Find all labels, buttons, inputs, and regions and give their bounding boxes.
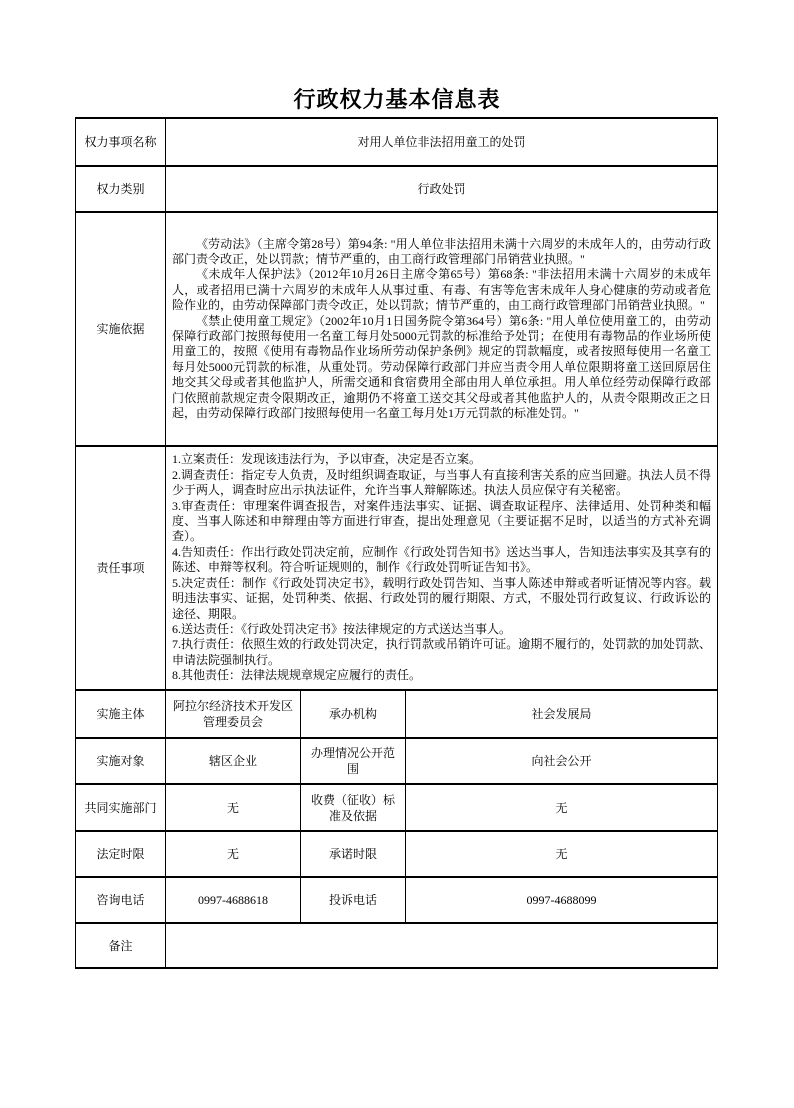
row-category (76, 166, 718, 212)
label-statutory-time-limit: 法定时限 (76, 831, 166, 877)
label-complaint-phone: 投诉电话 (301, 877, 406, 923)
basis-paragraph: 《禁止使用童工规定》（2002年10月1日国务院令第364号）第6条: "用人单位使用童工的，由劳动保障行政部门按照每使用一名童工每月处5000元罚款的标准给予处罚；在使用有毒物品的作业场所使用童工的，按照《使用有毒物品作业场所劳动保护条例》规定的罚款幅度，或者按照每使用一名童工每月处5000元罚款的标准，从重处罚。劳动保障行政部门并应当责令用人单位限期将童工送回原居住地交其父母或者其他监护人，所需交通和食宿费用全部由用人单位承担。用人单位经劳动保障行政部门依照前款规定责令限期改正，逾期仍不将童工送交其父母或者其他监护人的，从责令限期改正之日起，由劳动保障行政部门按照每使用一名童工每月处1万元罚款的标准处罚。" (172, 313, 712, 421)
label-remark: 备注 (76, 923, 166, 968)
duty-item: 7.执行责任：依照生效的行政处罚决定，执行罚款或吊销许可证。逾期不履行的，处罚款的加处罚款、申请法院强制执行。 (172, 637, 712, 667)
value-promised-time-limit: 无 (406, 831, 718, 877)
basis-paragraph: 《劳动法》（主席令第28号）第94条: "用人单位非法招用未满十六周岁的未成年人的，由劳动行政部门责令改正，处以罚款；情节严重的，由工商行政管理部门吊销营业执照。" (172, 236, 712, 266)
label-item-name: 权力事项名称 (76, 118, 166, 166)
value-category: 行政处罚 (166, 166, 718, 212)
duty-item: 5.决定责任：制作《行政处罚决定书》，载明行政处罚告知、当事人陈述申辩或者听证情况等内容。载明违法事实、证据，处罚种类、依据、行政处罚的履行期限、方式，不服处罚行政复议、行政诉讼的途径、期限。 (172, 575, 712, 621)
duty-item: 4.告知责任：作出行政处罚决定前，应制作《行政处罚告知书》送达当事人，告知违法事实及其享有的陈述、申辩等权利。符合听证规则的，制作《行政处罚听证告知书》。 (172, 544, 712, 575)
duty-item: 2.调查责任：指定专人负责，及时组织调查取证，与当事人有直接利害关系的应当回避。执法人员不得少于两人，调查时应出示执法证件，允许当事人辩解陈述。执法人员应保守有关秘密。 (172, 467, 712, 498)
label-category: 权力类别 (76, 166, 166, 212)
row-implementation-target (76, 738, 718, 784)
row-phones (76, 877, 718, 923)
label-disclosure-scope: 办理情况公开范围 (301, 738, 406, 784)
value-statutory-time-limit: 无 (166, 831, 301, 877)
label-duties: 责任事项 (76, 446, 166, 690)
value-handling-agency: 社会发展局 (406, 690, 718, 738)
value-item-name: 对用人单位非法招用童工的处罚 (166, 118, 718, 166)
row-joint-departments (76, 784, 718, 831)
row-basis (76, 212, 718, 446)
info-table (75, 117, 718, 969)
value-duties (166, 446, 718, 690)
value-implementation-target: 辖区企业 (166, 738, 301, 784)
value-basis (166, 212, 718, 446)
label-promised-time-limit: 承诺时限 (301, 831, 406, 877)
label-handling-agency: 承办机构 (301, 690, 406, 738)
duty-item: 6.送达责任：《行政处罚决定书》按法律规定的方式送达当事人。 (172, 621, 512, 636)
row-implementing-body (76, 690, 718, 738)
label-implementation-target: 实施对象 (76, 738, 166, 784)
value-implementing-body: 阿拉尔经济技术开发区管理委员会 (166, 690, 301, 738)
row-duties (76, 446, 718, 690)
label-implementing-body: 实施主体 (76, 690, 166, 738)
value-complaint-phone: 0997-4688099 (406, 877, 718, 923)
label-joint-departments: 共同实施部门 (76, 784, 166, 831)
label-fee-standard: 收费（征收）标准及依据 (301, 784, 406, 831)
label-basis: 实施依据 (76, 212, 166, 446)
duty-item: 1.立案责任：发现该违法行为，予以审查，决定是否立案。 (172, 452, 482, 467)
value-joint-departments: 无 (166, 784, 301, 831)
row-statutory-time-limit (76, 831, 718, 877)
value-disclosure-scope: 向社会公开 (406, 738, 718, 784)
value-fee-standard: 无 (406, 784, 718, 831)
duty-item: 3.审查责任：审理案件调查报告，对案件违法事实、证据、调查取证程序、法律适用、处罚种类和幅度、当事人陈述和申辩理由等方面进行审查，提出处理意见（主要证据不足时，以适当的方式补充调查）。 (172, 498, 712, 544)
row-item-name (76, 118, 718, 166)
basis-paragraph: 《未成年人保护法》（2012年10月26日主席令第65号）第68条: "非法招用未满十六周岁的未成年人，或者招用已满十六周岁的未成年人从事过重、有毒、有害等危害未成年人身心健康的劳动或者危险作业的，由劳动保障部门责令改正，处以罚款；情节严重的，由工商行政管理部门吊销营业执照。" (172, 267, 712, 313)
row-remark (76, 923, 718, 968)
value-consultation-phone: 0997-4688618 (166, 877, 301, 923)
label-consultation-phone: 咨询电话 (76, 877, 166, 923)
value-remark (166, 923, 718, 968)
duty-item: 8.其他责任：法律法规规章规定应履行的责任。 (172, 668, 422, 683)
page-title: 行政权力基本信息表 (293, 87, 501, 112)
